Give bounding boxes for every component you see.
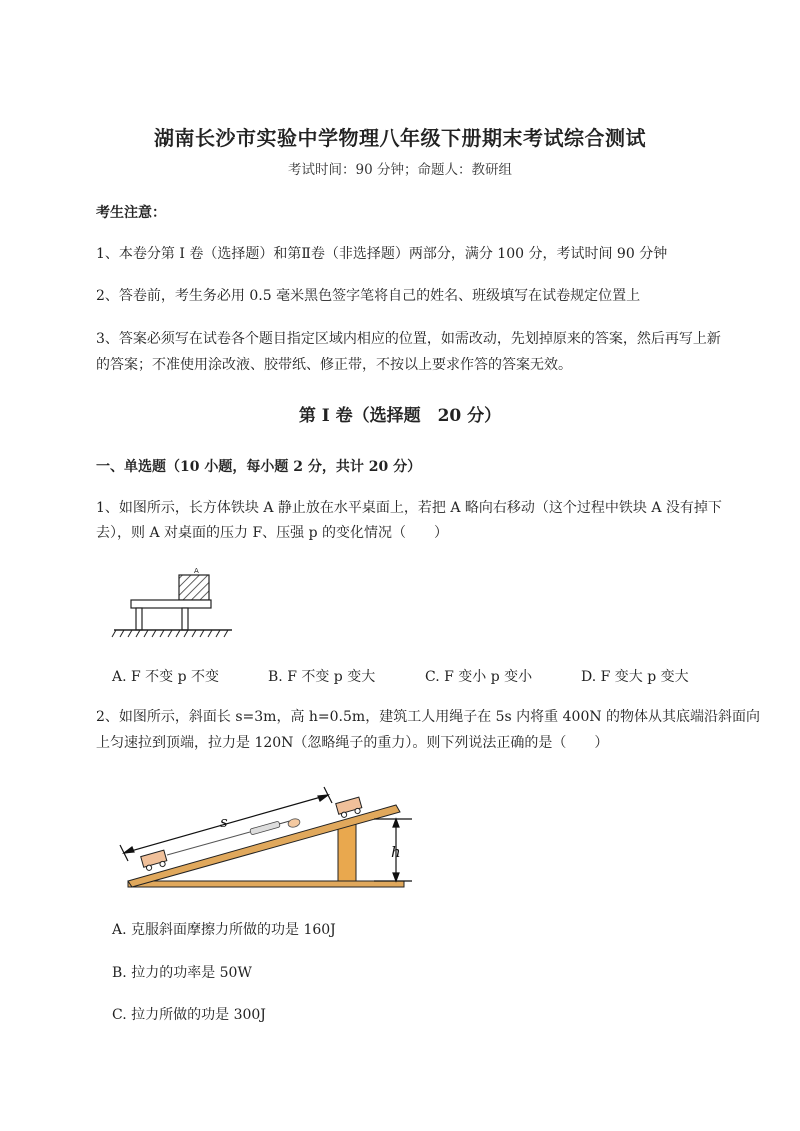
q1-option-d: D. F 变大 p 变大: [581, 669, 689, 685]
ground-hatching: [112, 630, 228, 637]
q1-option-a: A. F 不变 p 不变: [112, 669, 220, 685]
question-2-line-2: 上匀速拉到顶端，拉力是 120N（忽略绳子的重力）。则下列说法正确的是（ ）: [96, 735, 609, 751]
q2-option-c: C. 拉力所做的功是 300J: [112, 1007, 266, 1023]
question-1-line-1: 1、如图所示，长方体铁块 A 静止放在水平桌面上，若把 A 略向右移动（这个过程中铁块 A 没有掉下: [96, 500, 722, 516]
ground-plank: [128, 881, 404, 887]
note-item-2: 2、答卷前，考生务必用 0.5 毫米黑色签字笔将自己的姓名、班级填写在试卷规定位置上: [96, 288, 641, 304]
incline-figure: [110, 775, 420, 895]
section-title: 第 I 卷（选择题 20 分）: [298, 406, 502, 426]
q1-option-b: B. F 不变 p 变大: [268, 669, 376, 685]
tabletop: [131, 600, 211, 608]
block-label: A: [194, 567, 199, 575]
note-item-3: 3、答案必须写在试卷各个题目指定区域内相应的位置，如需改动，先划掉原来的答案，然后再写上新: [96, 331, 721, 347]
q2-option-b: B. 拉力的功率是 50W: [112, 965, 252, 981]
q1-option-c: C. F 变小 p 变小: [425, 669, 533, 685]
part-heading: 一、单选题（10 小题，每小题 2 分，共计 20 分）: [96, 459, 422, 475]
iron-block-a: [179, 575, 209, 600]
height-label: h: [391, 843, 401, 861]
length-label: s: [220, 813, 228, 831]
table-block-figure: [110, 562, 240, 642]
q2-option-a: A. 克服斜面摩擦力所做的功是 160J: [112, 922, 336, 938]
exam-info: 考试时间：90 分钟；命题人：教研组: [288, 162, 512, 178]
support-post: [338, 823, 356, 881]
question-2-line-1: 2、如图所示，斜面长 s=3m，高 h=0.5m，建筑工人用绳子在 5s 内将重 400N 的物体从其底端沿斜面向: [96, 709, 761, 725]
hand: [287, 818, 301, 829]
table-leg-left: [136, 608, 142, 630]
note-item-3-cont: 的答案；不准使用涂改液、胶带纸、修正带，不按以上要求作答的答案无效。: [96, 357, 572, 373]
page-title: 湖南长沙市实验中学物理八年级下册期末考试综合测试: [154, 126, 646, 150]
inclined-plank: [128, 805, 400, 887]
notes-heading: 考生注意：: [96, 205, 166, 221]
table-leg-right: [182, 608, 188, 630]
note-item-1: 1、本卷分第 I 卷（选择题）和第Ⅱ卷（非选择题）两部分，满分 100 分，考试时间 90 分钟: [96, 246, 668, 262]
spring-scale: [250, 818, 292, 835]
cart-bottom: [141, 850, 168, 872]
question-1-line-2: 去），则 A 对桌面的压力 F、压强 p 的变化情况（ ）: [96, 525, 449, 541]
